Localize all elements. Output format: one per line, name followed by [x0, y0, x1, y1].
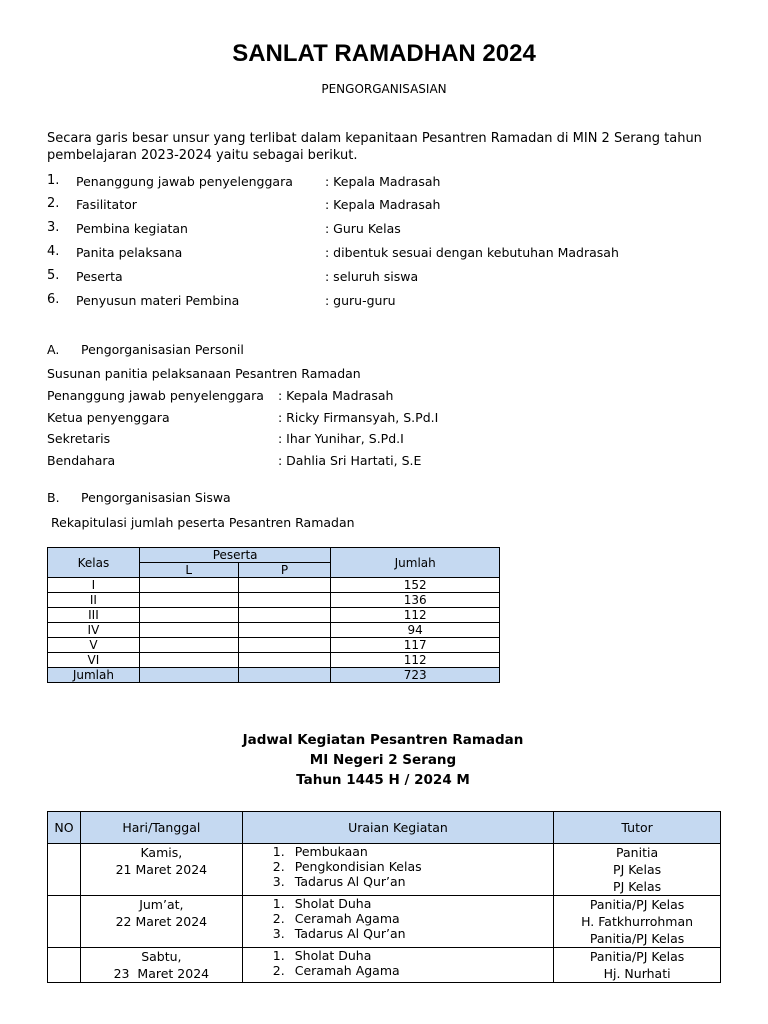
list-item — [273, 859, 553, 874]
section-a-heading: Pengorganisasian Personil — [81, 342, 244, 357]
item-text: Pengkondisian Kelas — [294, 859, 422, 874]
item-text: Ceramah Agama — [294, 963, 400, 978]
personnel-value: : Kepala Madrasah — [278, 388, 394, 403]
tutor-name: Panitia — [616, 845, 659, 860]
cell-p — [238, 638, 331, 653]
page-title: SANLAT RAMADHAN 2024 — [232, 40, 536, 67]
cell-kelas: I — [48, 578, 140, 593]
section-a-intro: Susunan panitia pelaksanaan Pesantren Ramadan — [47, 366, 361, 381]
table-row — [48, 578, 500, 593]
cell-p — [238, 593, 331, 608]
tutor-name: PJ Kelas — [613, 879, 662, 894]
item-text: Tadarus Al Qur’an — [294, 926, 406, 941]
date-label: 22 Maret 2024 — [115, 914, 208, 929]
personnel-label: Ketua penyenggara — [47, 410, 170, 425]
date-label: 21 Maret 2024 — [115, 862, 208, 877]
cell-tutor — [554, 896, 721, 948]
intro-line: Secara garis besar unsur yang terlibat dalam kepanitaan Pesantren Ramadan di MIN 2 Serang tahun — [47, 131, 702, 146]
cell-l — [139, 608, 238, 623]
personnel-value: : Ihar Yunihar, S.Pd.I — [278, 431, 404, 446]
item-number: 2. — [272, 911, 285, 926]
personnel-value: : Dahlia Sri Hartati, S.E — [278, 453, 422, 468]
cell-jumlah: 117 — [331, 638, 500, 653]
cell-l — [139, 668, 238, 683]
table-row — [48, 638, 500, 653]
schedule-row — [48, 948, 721, 983]
cell-l — [139, 578, 238, 593]
tutor-name: H. Fatkhurrohman — [581, 914, 694, 929]
table-row — [48, 593, 500, 608]
cell-kelas: V — [48, 638, 140, 653]
day-label: Jum’at, — [139, 897, 184, 912]
table-row — [48, 653, 500, 668]
cell-total-label: Jumlah — [48, 668, 140, 683]
role-label: Panita pelaksana — [76, 245, 183, 260]
cell-l — [139, 653, 238, 668]
col-tutor: Tutor — [554, 812, 721, 844]
col-no: NO — [48, 812, 81, 844]
table-row — [48, 623, 500, 638]
cell-activity — [242, 896, 553, 948]
cell-jumlah: 94 — [331, 623, 500, 638]
section-a-letter: A. — [47, 342, 60, 357]
tutor-name: Panitia/PJ Kelas — [589, 949, 685, 964]
list-item — [273, 963, 553, 978]
cell-kelas: III — [48, 608, 140, 623]
list-item — [273, 911, 553, 926]
col-p: P — [238, 563, 331, 578]
section-b-intro: Rekapitulasi jumlah peserta Pesantren Ramadan — [51, 515, 355, 530]
item-number: 3. — [272, 926, 285, 941]
col-activity: Uraian Kegiatan — [242, 812, 553, 844]
schedule-subtitle: MI Negeri 2 Serang — [309, 752, 457, 768]
role-value: : Kepala Madrasah — [325, 174, 441, 189]
role-value: : Guru Kelas — [325, 221, 401, 236]
cell-l — [139, 638, 238, 653]
day-label: Sabtu, — [141, 949, 182, 964]
col-date: Hari/Tanggal — [80, 812, 242, 844]
schedule-title: Jadwal Kegiatan Pesantren Ramadan — [242, 732, 524, 748]
tutor-name: Panitia/PJ Kelas — [589, 931, 685, 946]
cell-p — [238, 623, 331, 638]
total-row — [48, 668, 500, 683]
role-label: Peserta — [76, 269, 123, 284]
intro-paragraph — [47, 130, 702, 164]
cell-kelas: II — [48, 593, 140, 608]
cell-tutor — [554, 948, 721, 983]
cell-date — [80, 948, 242, 983]
cell-no — [48, 844, 81, 896]
role-number: 3. — [47, 220, 60, 235]
schedule-table — [47, 811, 721, 983]
cell-no — [48, 896, 81, 948]
list-item — [273, 896, 553, 911]
role-number: 1. — [47, 173, 60, 188]
role-value: : guru-guru — [325, 293, 396, 308]
cell-no — [48, 948, 81, 983]
cell-jumlah: 136 — [331, 593, 500, 608]
personnel-label: Sekretaris — [47, 431, 111, 446]
cell-l — [139, 593, 238, 608]
cell-l — [139, 623, 238, 638]
cell-p — [238, 578, 331, 593]
cell-tutor — [554, 844, 721, 896]
cell-activity — [242, 948, 553, 983]
item-text: Ceramah Agama — [294, 911, 400, 926]
cell-jumlah: 112 — [331, 653, 500, 668]
schedule-row — [48, 844, 721, 896]
cell-kelas: IV — [48, 623, 140, 638]
col-l: L — [139, 563, 238, 578]
cell-jumlah: 112 — [331, 608, 500, 623]
personnel-label: Bendahara — [47, 453, 116, 468]
item-number: 1. — [272, 948, 285, 963]
item-number: 2. — [272, 859, 285, 874]
item-text: Tadarus Al Qur’an — [294, 874, 406, 889]
item-number: 1. — [272, 896, 285, 911]
item-number: 2. — [272, 963, 285, 978]
cell-date — [80, 896, 242, 948]
col-jumlah: Jumlah — [331, 548, 500, 578]
cell-p — [238, 608, 331, 623]
section-b-heading: Pengorganisasian Siswa — [81, 490, 231, 505]
date-label: 23 Maret 2024 — [113, 966, 210, 981]
intro-line: pembelajaran 2023-2024 yaitu sebagai berikut. — [47, 148, 358, 163]
cell-jumlah: 152 — [331, 578, 500, 593]
role-label: Penyusun materi Pembina — [76, 293, 240, 308]
role-value: : dibentuk sesuai dengan kebutuhan Madrasah — [325, 245, 619, 260]
cell-activity — [242, 844, 553, 896]
col-peserta: Peserta — [139, 548, 331, 563]
role-label: Fasilitator — [76, 197, 137, 212]
cell-total-jumlah: 723 — [331, 668, 500, 683]
col-kelas: Kelas — [48, 548, 140, 578]
item-text: Pembukaan — [294, 844, 368, 859]
section-b-letter: B. — [47, 490, 60, 505]
role-label: Pembina kegiatan — [76, 221, 188, 236]
item-number: 1. — [272, 844, 285, 859]
tutor-name: Hj. Nurhati — [603, 966, 671, 981]
participants-table — [47, 547, 500, 683]
table-row — [48, 608, 500, 623]
cell-p — [238, 653, 331, 668]
schedule-row — [48, 896, 721, 948]
role-number: 4. — [47, 244, 60, 259]
role-label: Penanggung jawab penyelenggara — [76, 174, 293, 189]
day-label: Kamis, — [140, 845, 183, 860]
item-text: Sholat Duha — [294, 948, 372, 963]
item-number: 3. — [272, 874, 285, 889]
role-number: 2. — [47, 196, 60, 211]
role-value: : Kepala Madrasah — [325, 197, 441, 212]
personnel-label: Penanggung jawab penyelenggara — [47, 388, 264, 403]
cell-date — [80, 844, 242, 896]
cell-p — [238, 668, 331, 683]
tutor-name: Panitia/PJ Kelas — [589, 897, 685, 912]
list-item — [273, 926, 553, 941]
role-value: : seluruh siswa — [325, 269, 419, 284]
role-number: 6. — [47, 292, 60, 307]
personnel-value: : Ricky Firmansyah, S.Pd.I — [278, 410, 439, 425]
page-subtitle: PENGORGANISASIAN — [321, 82, 447, 96]
list-item — [273, 844, 553, 859]
role-number: 5. — [47, 268, 60, 283]
tutor-name: PJ Kelas — [613, 862, 662, 877]
list-item — [273, 948, 553, 963]
schedule-year: Tahun 1445 H / 2024 M — [296, 772, 470, 788]
cell-kelas: VI — [48, 653, 140, 668]
list-item — [273, 874, 553, 889]
item-text: Sholat Duha — [294, 896, 372, 911]
